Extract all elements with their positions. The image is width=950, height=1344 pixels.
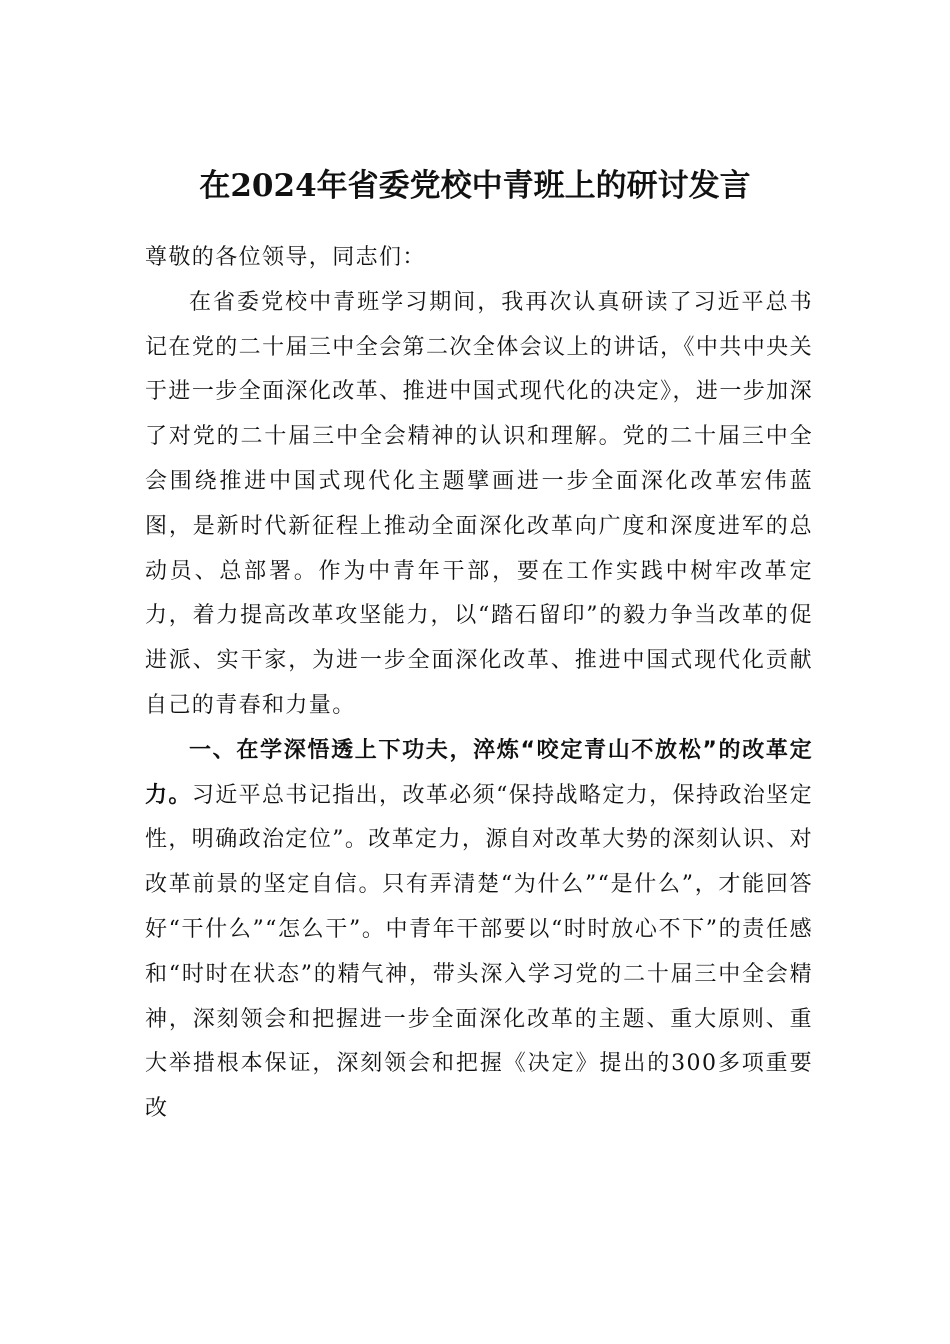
salutation: 尊敬的各位领导，同志们：: [145, 245, 426, 270]
section-1-body: 习近平总书记指出，改革必须“保持战略定力，保持政治坚定性，明确政治定位”。改革定力，源自对改革大势的深刻认识、对改革前景的坚定自信。只有弄清楚“为什么”“是什么”，才能回答好“干什么”“怎么干”。中青年干部要以“时时放心不下”的责任感和“时时在状态”的精气神，带头深入学习党的二十届三中全会精神，深刻领会和把握进一步全面深化改革的主题、重大原则、重大举措根本保证，深刻领会和把握《决定》提出的300多项重要改: [145, 782, 813, 1122]
document-body: [145, 236, 813, 1132]
intro-paragraph: 在省委党校中青班学习期间，我再次认真研读了习近平总书记在党的二十届三中全会第二次全体会议上的讲话，《中共中央关于进一步全面深化改革、推进中国式现代化的决定》，进一步加深了对党的二十届三中全会精神的认识和理解。党的二十届三中全会围绕推进中国式现代化主题擘画进一步全面深化改革宏伟蓝图，是新时代新征程上推动全面深化改革向广度和深度进军的总动员、总部署。作为中青年干部，要在工作实践中树牢改革定力，着力提高改革攻坚能力，以“踏石留印”的毅力争当改革的促进派、实干家，为进一步全面深化改革、推进中国式现代化贡献自己的青春和力量。: [145, 289, 813, 718]
section-1-heading: 一、在学深悟透上下功夫，淬炼“咬定青山不放松”的改革定力。: [145, 737, 813, 808]
document-title: 在2024年省委党校中青班上的研讨发言: [199, 168, 751, 204]
section-1-paragraph: [145, 729, 813, 1132]
